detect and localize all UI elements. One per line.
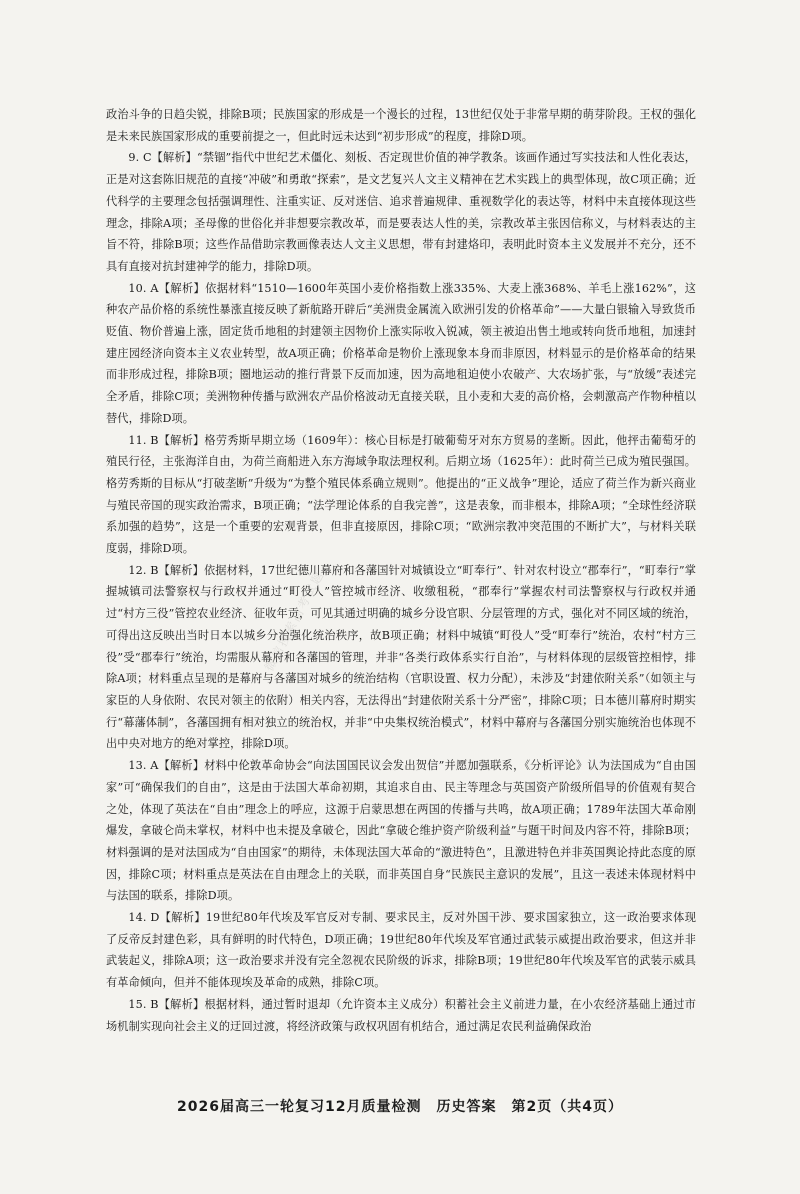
answer-12: 12. B【解析】依据材料，17世纪德川幕府和各藩国针对城镇设立“町奉行”、针对农村设立“郡奉行”，“町奉行”掌握城镇司法警察权与行政权并通过“町役人”管控城市经济、收缴租税，“郡奉行”掌握农村司法警察权与行政权并通过“村方三役”管控农业经济、征收年贡，可见其通过明确的城乡分设官职、分层管理的方式，强化对不同区域的统治，可得出这反映出当时日本以城乡分治强化统治秩序，故B项正确；材料中城镇“町役人”受“町奉行”统治，农村“村方三役”受“郡奉行”统治，均需服从幕府和各藩国的管理，并非“各类行政体系实行自治”，与材料体现的层级管控相悖，排除A项；材料重点呈现的是幕府与各藩国对城乡的统治结构（官职设置、权力分配），未涉及“封建依附关系”（如领主与家臣的人身依附、农民对领主的依附）相关内容，无法得出“封建依附关系十分严密”，排除C项；日本德川幕府时期实行“幕藩体制”，各藩国拥有相对独立的统治权，并非“中央集权统治模式”，材料中幕府与各藩国分别实施统治也体现不出中央对地方的绝对掌控，排除D项。: [106, 563, 696, 751]
answer-9: 9. C【解析】“禁锢”指代中世纪艺术僵化、刻板、否定现世价值的神学教条。该画作通过写实技法和人性化表达，正是对这套陈旧规范的直接“冲破”和勇敢“探索”，是文艺复兴人文主义精神在艺术实践上的典型体现，故C项正确；近代科学的主要理念包括强调理性、注重实证、反对迷信、追求普遍规律、重视数学化的表达等，材料中未直接体现这些理念，排除A项；圣母像的世俗化并非想要宗教改革，而是要表达人性的美，宗教改革主张因信称义，与材料表达的主旨不符，排除B项；这些作品借助宗教画像表达人文主义思想，带有封建烙印，表明此时资本主义发展并不充分，还不具有直接对抗封建神学的能力，排除D项。: [106, 151, 696, 273]
answer-13: 13. A【解析】材料中伦敦革命协会“向法国国民议会发出贺信”并愿加强联系，《分析评论》认为法国成为“自由国家”可“确保我们的自由”，这是由于法国大革命初期，其追求自由、民主等理念与英国资产阶级所倡导的价值观有契合之处，体现了英法在“自由”理念上的呼应，这源于启蒙思想在两国的传播与共鸣，故A项正确；1789年法国大革命刚爆发，拿破仑尚未掌权，材料中也未提及拿破仑，因此“拿破仑维护资产阶级利益”与题干时间及内容不符，排除B项；材料强调的是对法国成为“自由国家”的期待，未体现法国大革命的“激进特色”，且激进特色并非英国舆论持此态度的原因，排除C项；材料重点是英法在自由理念上的关联，而非英国自身“民族民主意识的发展”，且这一表述未体现材料中与法国的联系，排除D项。: [106, 759, 696, 903]
answer-11: 11. B【解析】格劳秀斯早期立场（1609年）：核心目标是打破葡萄牙对东方贸易的垄断。因此，他抨击葡萄牙的殖民行径，主张海洋自由，为荷兰商船进入东方海域争取法理权利。后期立场（1625年）：此时荷兰已成为殖民强国。格劳秀斯的目标从“打破垄断”升级为“为整个殖民体系确立规则”。他提出的“正义战争”理论，适应了荷兰作为新兴商业与殖民帝国的现实政治需求，B项正确；“法学理论体系的自我完善”，这是表象，而非根本，排除A项；“全球性经济联系加强的趋势”，这是一个重要的宏观背景，但非直接原因，排除C项；“欧洲宗教冲突范围的不断扩大”，与材料关联度弱，排除D项。: [106, 433, 696, 556]
answer-10: 10. A【解析】依据材料“1510—1600年英国小麦价格指数上涨335%、大麦上涨368%、羊毛上涨162%”，这种农产品价格的系统性暴涨直接反映了新航路开辟后“美洲贵金属流入欧洲引发的价格革命”——大量白银输入导致货币贬值、物价普遍上涨，固定货币地租的封建领主因物价上涨实际收入锐减，领主被迫出售土地或转向货币地租，加速封建庄园经济向资本主义农业转型，故A项正确；价格革命是物价上涨现象本身而非原因，材料显示的是价格革命的结果而非形成过程，排除B项；圈地运动的推行背景下反而加速，因为高地租迫使小农破产、大农场扩张，与“放缓”表述完全矛盾，排除C项；美洲物种传播与欧洲农产品价格波动无直接关联，且小麦和大麦的高价格，会刺激高产作物种植以替代，排除D项。: [106, 281, 696, 425]
answer-15: 15. B【解析】根据材料，通过暂时退却（允许资本主义成分）积蓄社会主义前进力量，在小农经济基础上通过市场机制实现向社会主义的迂回过渡，将经济政策与政权巩固有机结合，通过满足农民利益确保政治: [106, 997, 696, 1033]
watermark: 微信搜索高考试题: [261, 567, 327, 674]
page-footer: 2026届高三一轮复习12月质量检测 历史答案 第2页（共4页）: [177, 1099, 623, 1115]
paragraph-continued-8: 政治斗争的日趋尖锐，排除B项；民族国家的形成是一个漫长的过程，13世纪仅处于非常早期的萌芽阶段。王权的强化是未来民族国家形成的重要前提之一，但此时远未达到“初步形成”的程度，排除D项。: [106, 108, 696, 143]
answer-text: [106, 104, 696, 1037]
answer-14: 14. D【解析】19世纪80年代埃及军官反对专制、要求民主，反对外国干涉、要求国家独立，这一政治要求体现了反帝反封建色彩，具有鲜明的时代特色，D项正确；19世纪80年代埃及军官通过武装示威提出政治要求，但这并非武装起义，排除A项；这一政治要求并没有完全忽视农民阶级的诉求，排除B项；19世纪80年代埃及军官的武装示威具有革命倾向，但并不能体现埃及革命的成熟，排除C项。: [106, 911, 696, 990]
